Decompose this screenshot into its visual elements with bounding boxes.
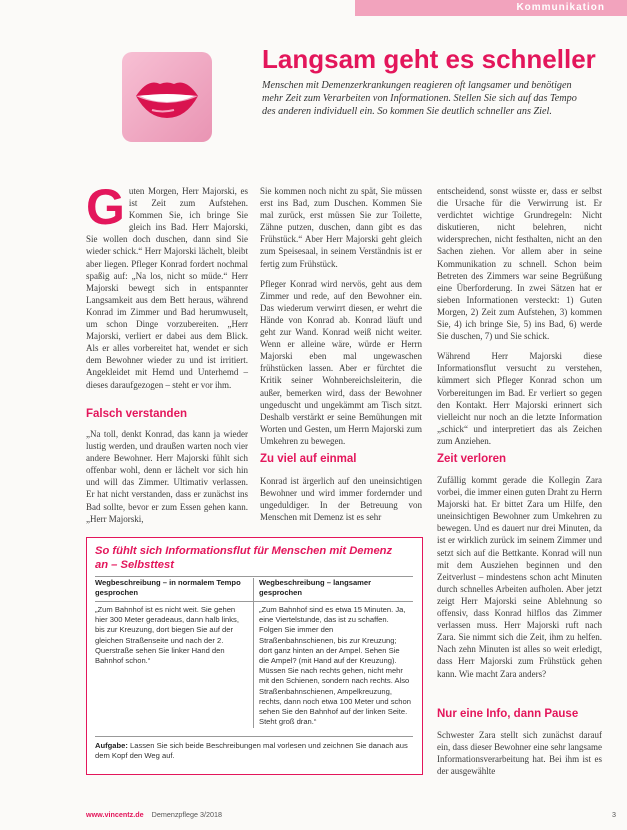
text-column-2b xyxy=(260,475,422,523)
subheading-zu-viel: Zu viel auf einmal xyxy=(260,453,357,465)
table-header-normal: Wegbeschreibung – in normalem Tempo gesprochen xyxy=(95,578,241,597)
selftest-title: So fühlt sich Informationsflut für Menschen mit Demenz an – Selbsttest xyxy=(95,545,393,571)
paragraph: Sie kommen noch nicht zu spät, Sie müssen erst ins Bad, zum Duschen. Kommen Sie mal zurück, erst müssen Sie zur Toilette, Zähne putzen, duschen, dann gibt es das Frühstück.“ Aber Herr Majorski geht gleich zum Speisesaal, in seinem Verständnis ist er fertig zum Frühstück. xyxy=(260,186,422,269)
text-column-3 xyxy=(437,185,602,447)
lips-icon xyxy=(122,52,212,142)
subheading-zeit-verloren: Zeit verloren xyxy=(437,453,507,465)
paragraph: „Na toll, denkt Konrad, das kann ja wieder lustig werden, und draußen warten noch vier andere Bewohner. Herr Majorski fühlt sich offenbar wohl, denn er lächelt vor sich hin und will das Zimmer. Ultimativ verlassen. Er hat nicht verstanden, dass er zunächst ins Bad sollte, bevor er zum Essen gehen kann. „Herr Majorski, xyxy=(86,429,248,524)
footer-url[interactable]: www.vincentz.de xyxy=(86,810,144,819)
drop-cap: G xyxy=(86,179,125,235)
article-title: Langsam geht es schneller xyxy=(262,44,596,74)
task-text: Lassen Sie sich beide Beschreibungen mal vorlesen und zeichnen Sie danach aus dem Kopf den Weg auf. xyxy=(95,741,408,761)
selftest-task xyxy=(95,741,415,761)
section-header-bar xyxy=(355,0,627,16)
selftest-box xyxy=(86,537,423,775)
text-column-1 xyxy=(86,179,248,391)
paragraph: Konrad ist ärgerlich auf den uneinsichtigen Bewohner und wird immer fordernder und ungeduldiger. In der Betreuung von Menschen mit Demenz ist es sehr xyxy=(260,476,422,523)
table-header-slow: Wegbeschreibung – langsamer gesprochen xyxy=(259,578,372,597)
footer-publication: Demenzpflege 3/2018 xyxy=(151,810,222,819)
page-number: 3 xyxy=(612,810,616,819)
text-column-3b xyxy=(437,474,602,680)
paragraph: Zufällig kommt gerade die Kollegin Zara vorbei, die immer einen guten Draht zu Herrn Majorski hat. Er bittet Zara um Hilfe, den uneinsichtigen Bewohner zum Umkehren zu bewegen. Und es dauert nur drei Minuten, da ist er wirklich zurück im seinem Zimmer und setzt sich auf die Bettkante. Konrad will nun mit dem Ausziehen beginnen und den Zeitverlust – mindestens schon acht Minuten durch schnelles Arbeiten aufholen. Aber jetzt zeigt Herr Majorski seine Ablehnung so offensiv, dass Konrad hilflos das Zimmer verlassen muss. Herr Majorski ruft nach Zara. Sie nimmt sich die Zeit, ihm zu helfen. Nach zehn Minuten ist alles so weit erledigt, dass Herr Majorski zum Frühstück gehen kann. Wie macht Zara anders? xyxy=(437,475,602,679)
subheading-falsch-verstanden: Falsch verstanden xyxy=(86,408,187,420)
paragraph: Schwester Zara stellt sich zunächst darauf ein, dass dieser Bewohner eine sehr langsame Informationsverarbeitung hat. Bei ihm ist es der ausgewählte xyxy=(437,730,602,777)
paragraph: uten Morgen, Herr Majorski, es ist Zeit zum Aufstehen. Kommen Sie, ich bringe Sie gleich ins Bad. Herr Majorski, Sie wollen doch duschen, dann sind Sie wieder schick.“ Herr Majorski lächelt, bleibt aber liegen. Pfleger Konrad fordert nochmal spaßig auf: „Na los, nicht so müde.“ Herr Majorski bewegt sich in entspannter Langsamkeit aus dem Bett heraus, während Konrad im Zimmer und Bad herumwuselt, um schon Dinge vorzubereiten. „Herr Majorski, verliert er dabei aus dem Blick. Als er alles vorbereitet hat, wendet er sich dem Bewohner wieder zu und ist irritiert. Angekleidet mit Hemd und Unterhemd – dieses daraufgezogen – steht er vor ihm. xyxy=(86,186,248,390)
text-column-1b xyxy=(86,428,248,525)
task-label: Aufgabe: xyxy=(95,741,128,750)
divider xyxy=(95,576,413,577)
logo-tile xyxy=(122,52,212,142)
article-intro: Menschen mit Demenzerkrankungen reagieren oft langsamer und benötigen mehr Zeit zum Verarbeiten von Informationen. Stellen Sie sich auf das Tempo des anderen individuell ein. So kommen Sie deutlich schneller ans Ziel. xyxy=(262,80,577,117)
table-cell-normal: „Zum Bahnhof ist es nicht weit. Sie gehen hier 300 Meter geradeaus, dann halb links, bis zur Kreuzung, dort biegen Sie auf der gleichen Straßenseite und nach der 2. Querstraße sehen Sie linker Hand den Bahnhof schon.“ xyxy=(95,605,239,666)
text-column-2 xyxy=(260,185,422,447)
page-footer xyxy=(86,810,222,819)
divider xyxy=(95,601,413,602)
column-divider xyxy=(253,578,254,728)
table-cell-slow: „Zum Bahnhof sind es etwa 15 Minuten. Ja, eine Viertelstunde, das ist zu schaffen. Folgen Sie immer den Straßenbahnschienen, bis zur Kreuzung; dort ganz hinten an der Ampel. Sehen Sie die Ampel? (mit Hand auf der Kreuzung). Müssen Sie nach rechts gehen, nicht mehr mit den Schienen, sondern nach rechts. Also Straßenbahnschienen, Ampelkreuzung, rechts, dann noch etwa 100 Meter und schon sehen Sie den Bahnhof auf der linken Seite. Steht groß dran.“ xyxy=(259,605,411,727)
paragraph: entscheidend, sonst wüsste er, dass er selbst die Ursache für die Verwirrung ist. Er verdichtet wichtige Grundregeln: Nicht diskutieren, nicht belehren, nicht widersprechen, nicht festhalten, nicht an den Sachen ziehen. Vor allem aber in seine Kommunikation zu schnell. Schon beim Betreten des Zimmers war seine Begrüßung eine Überforderung. In zwei Sätzen hat er sieben Informationen versteckt: 1) Guten Morgen, 2) Zeit zum Aufstehen, 3) kommen Sie, 4) ich bringe Sie, 5) ins Bad, 6) werde Sie duschen, 7) und Sie schick. xyxy=(437,186,602,342)
section-label: Kommunikation xyxy=(516,2,605,13)
text-column-3c xyxy=(437,729,602,777)
paragraph: Pfleger Konrad wird nervös, geht aus dem Zimmer und rede, auf den Bewohner ein. Das wiederum verwirrt diesen, er wehrt die Hände von Konrad ab. Konrad läuft und geht zur Wand. Konrad weiß nicht weiter. Wenn er alleine wäre, würde er Herrn Majorski eben mal ungewaschen frühstücken lassen. Aber er fürchtet die Kritik seiner Wohnbereichsleiterin, die außer, bemerken wird, dass der Bewohner ungeduscht und ungekämmt am Tisch sitzt. Deshalb verstärkt er seine Bemühungen mit Worten und Gesten, um Herrn Majorski zum Umkehren zu bewegen. xyxy=(260,278,422,446)
divider xyxy=(95,736,413,737)
paragraph: Während Herr Majorski diese Informationsflut versucht zu verstehen, kümmert sich Pfleger Konrad schon um Vorbereitungen im Bad. Er verliert so gegen den Kontakt. Herr Majorski erinnert sich vielleicht nur noch an die letzte Information „schick“ und interpretiert das als Zeichen zum Anziehen. xyxy=(437,351,602,446)
subheading-nur-eine-info: Nur eine Info, dann Pause xyxy=(437,708,579,720)
